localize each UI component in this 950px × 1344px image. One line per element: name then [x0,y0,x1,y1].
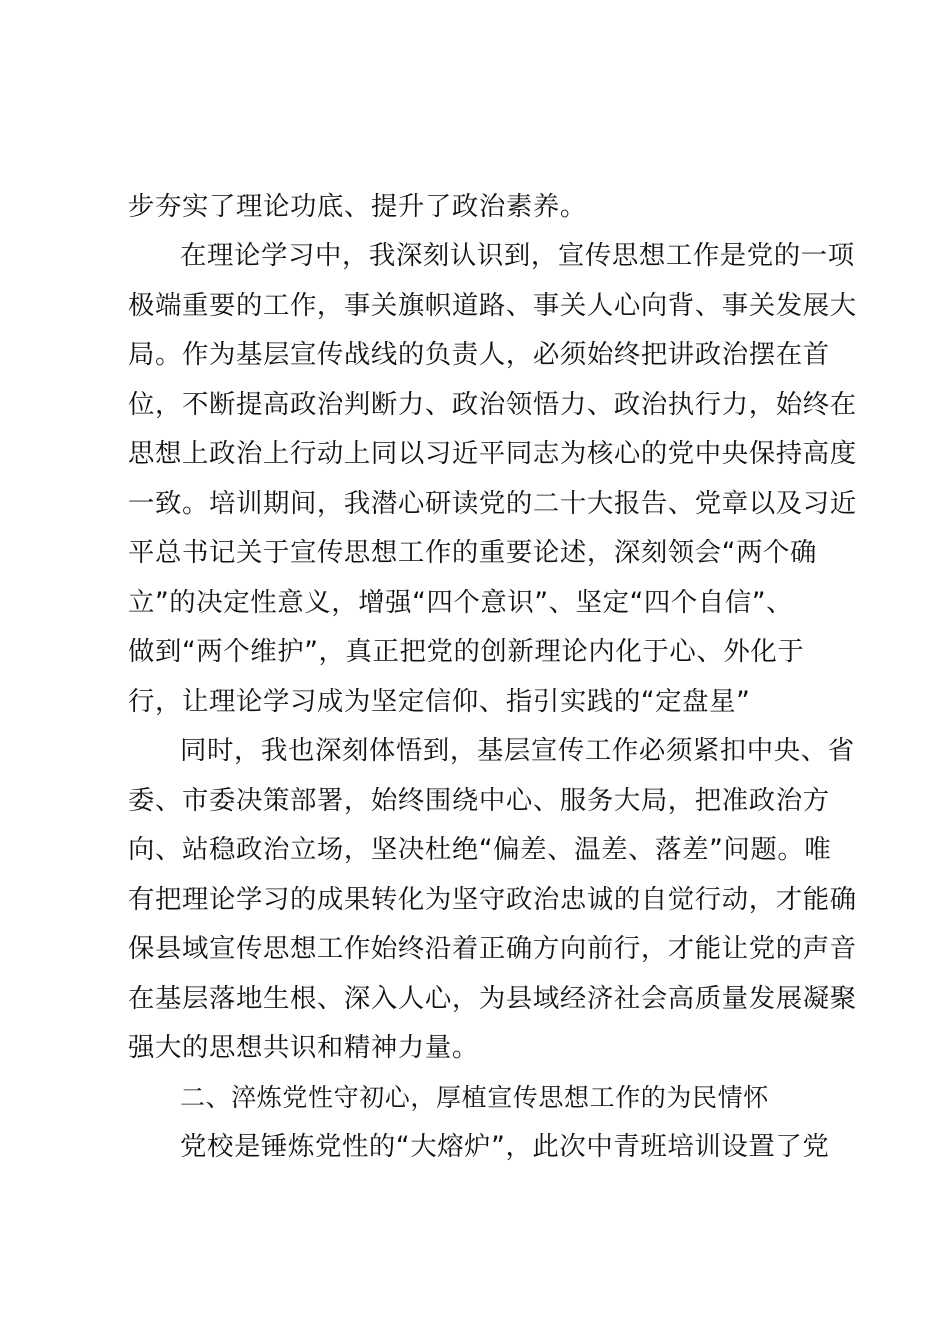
text-line: 立”的决定性意义，增强“四个意识”、坚定“四个自信”、 [128,587,794,618]
text-line: 有把理论学习的成果转化为坚守政治忠诚的自觉行动，才能确 [128,884,857,915]
text-line: 在基层落地生根、深入人心，为县域经济社会高质量发展凝聚 [128,983,857,1014]
text-line: 思想上政治上行动上同以习近平同志为核心的党中央保持高度 [128,438,857,469]
text-line: 保县域宣传思想工作始终沿着正确方向前行，才能让党的声音 [128,933,857,964]
text-line: 强大的思想共识和精神力量。 [128,1032,479,1063]
text-line: 行，让理论学习成为坚定信仰、指引实践的“定盘星” [128,686,751,717]
text-line: 委、市委决策部署，始终围绕中心、服务大局，把准政治方 [128,785,830,816]
paragraph-start-line: 同时，我也深刻体悟到，基层宣传工作必须紧扣中央、省 [180,735,855,766]
paragraph-start-line: 党校是锤炼党性的“大熔炉”，此次中青班培训设置了党 [180,1131,830,1162]
text-line: 一致。培训期间，我潜心研读党的二十大报告、党章以及习近 [128,488,857,519]
text-line: 位，不断提高政治判断力、政治领悟力、政治执行力，始终在 [128,389,857,420]
text-line: 步夯实了理论功底、提升了政治素养。 [128,191,587,222]
text-line: 做到“两个维护”，真正把党的创新理论内化于心、外化于 [128,636,805,667]
text-line: 局。作为基层宣传战线的负责人，必须始终把讲政治摆在首 [128,339,830,370]
paragraph-start-line: 在理论学习中，我深刻认识到，宣传思想工作是党的一项 [180,240,855,271]
section-heading: 二、淬炼党性守初心，厚植宣传思想工作的为民情怀 [180,1083,769,1112]
text-line: 极端重要的工作，事关旗帜道路、事关人心向背、事关发展大 [128,290,857,321]
text-line: 向、站稳政治立场，坚决杜绝“偏差、温差、落差”问题。唯 [128,834,832,865]
text-line: 平总书记关于宣传思想工作的重要论述，深刻领会“两个确 [128,537,818,568]
